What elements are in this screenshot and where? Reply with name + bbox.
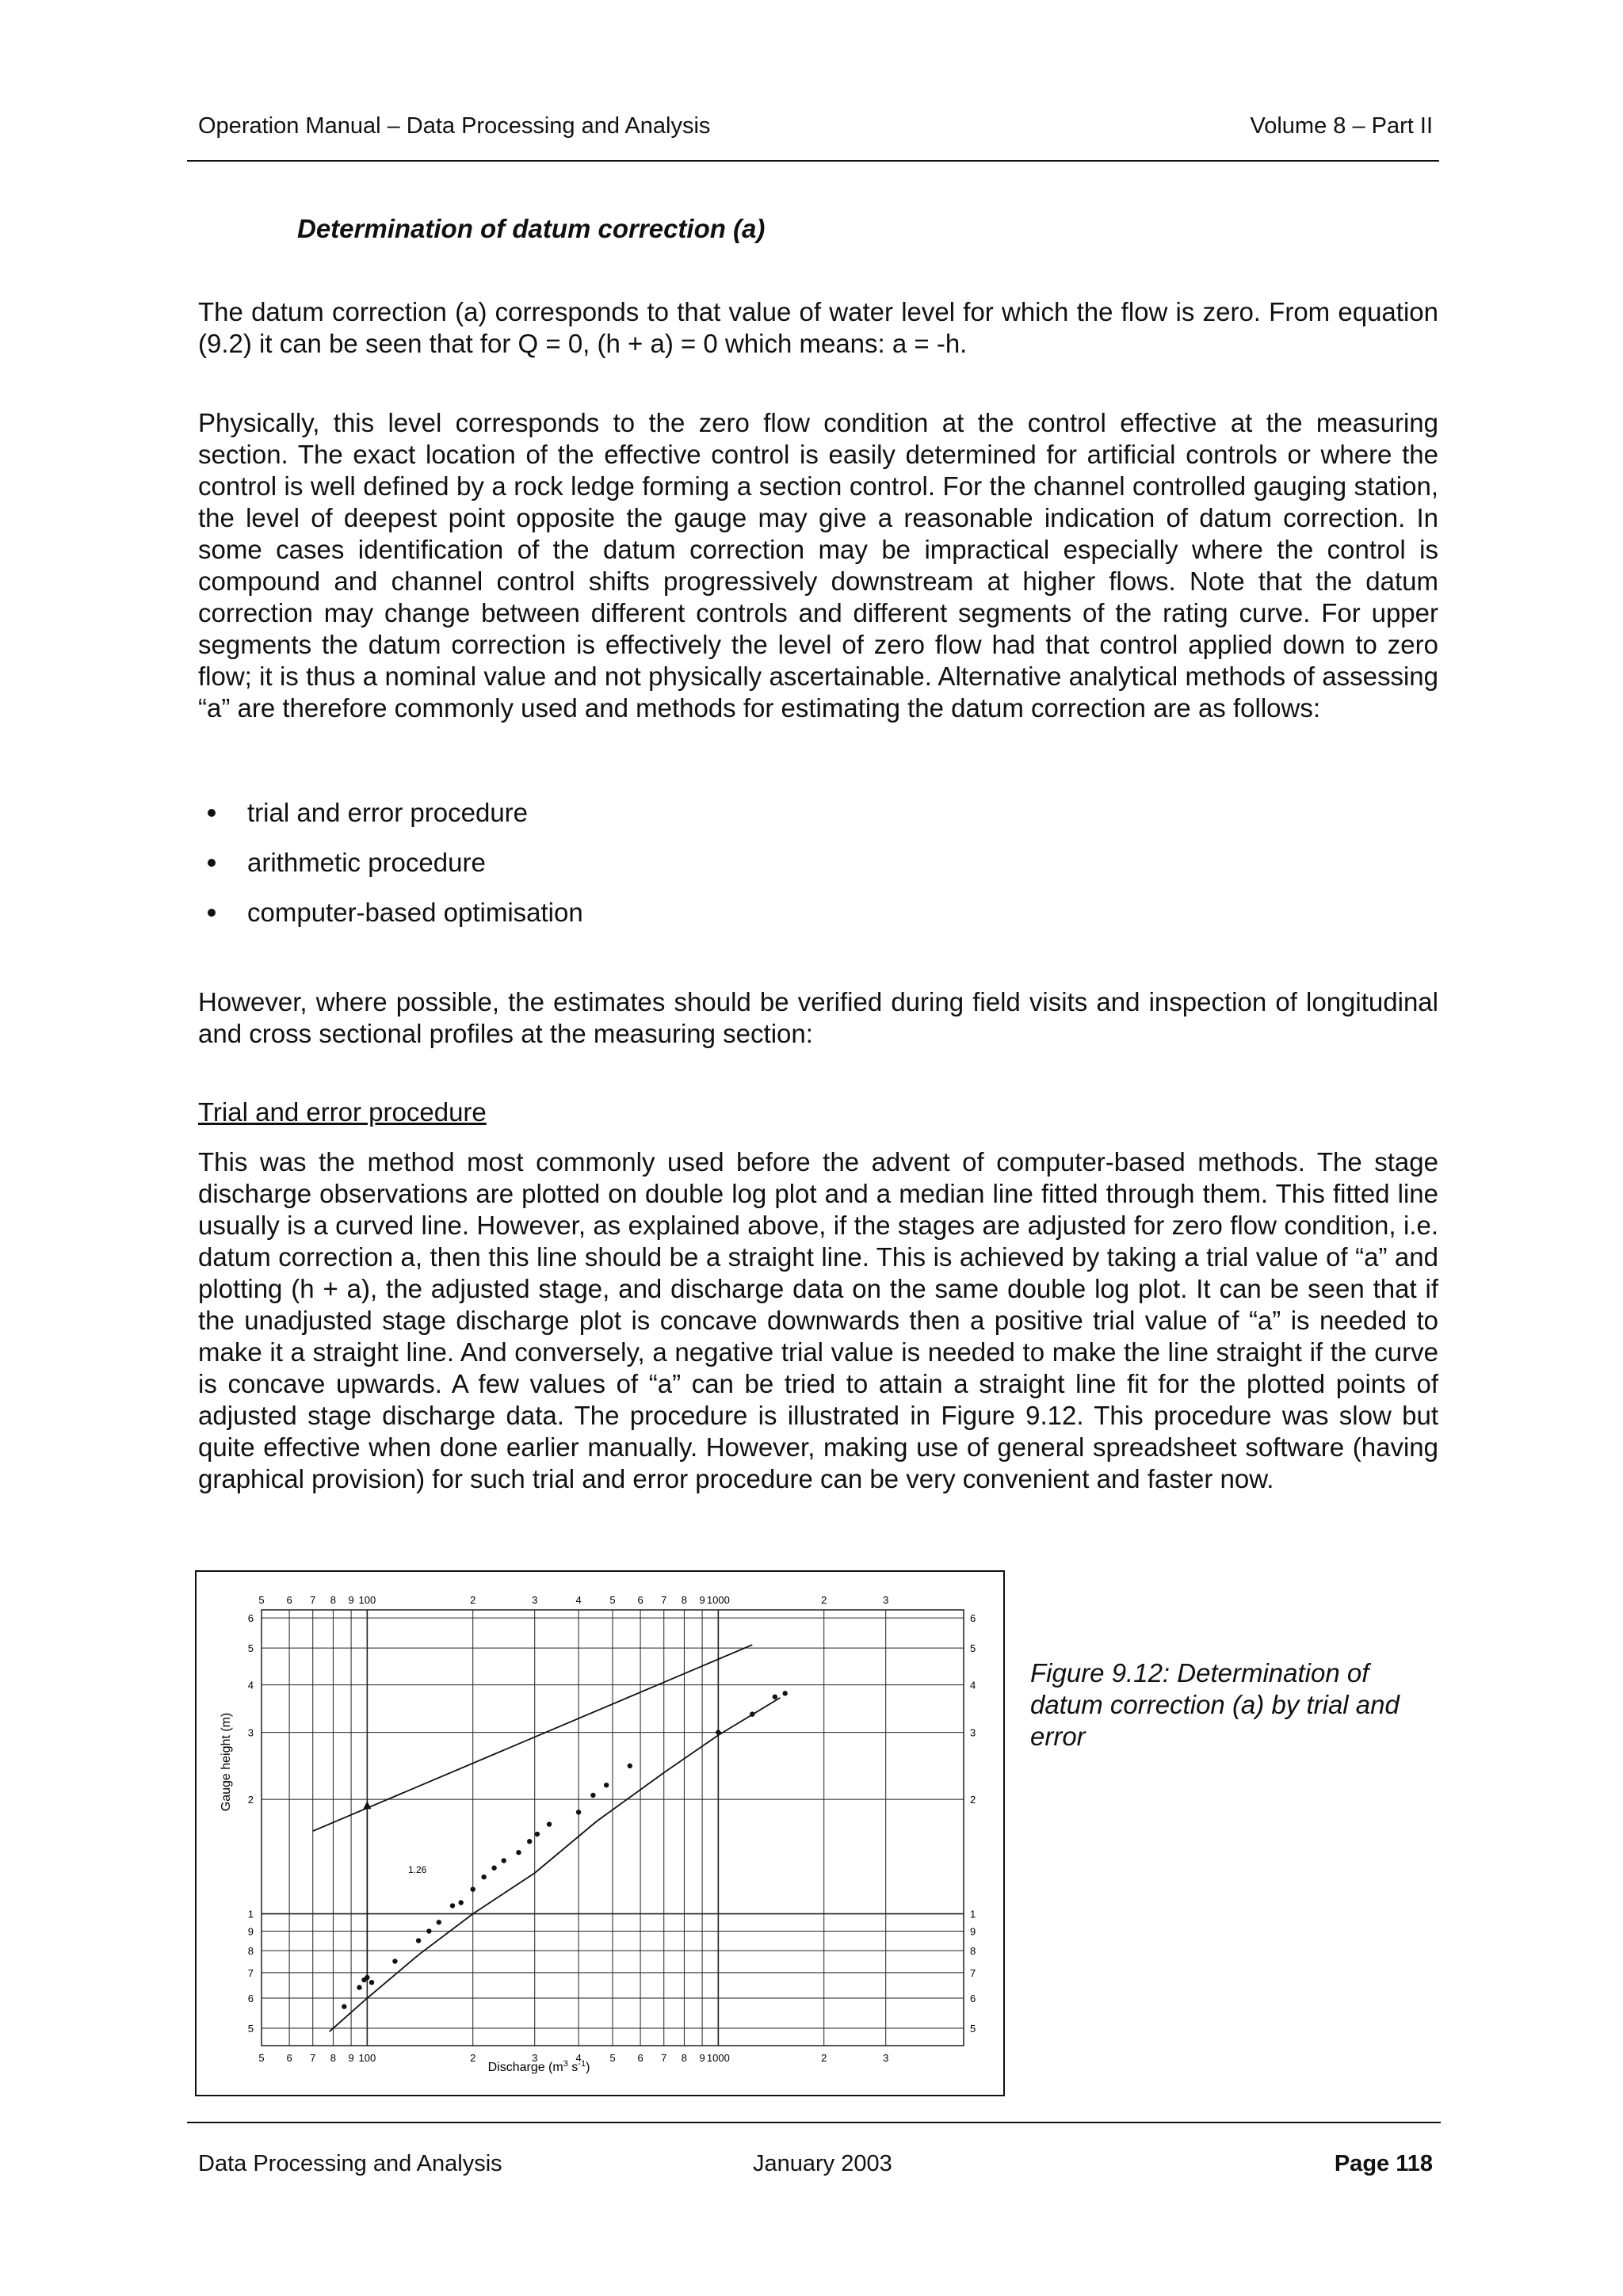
y-tick-label-right: 5 xyxy=(970,2023,976,2035)
y-tick-label-right: 8 xyxy=(970,1945,976,1958)
x-tick-label-top: 9 xyxy=(348,1594,354,1606)
y-tick-label-left: 6 xyxy=(247,1612,254,1625)
x-tick-label-top: 4 xyxy=(575,1594,582,1606)
header-rule xyxy=(187,160,1439,162)
footer-page-number: Page 118 xyxy=(1334,2151,1433,2176)
x-tick-label-top: 9 xyxy=(699,1594,705,1606)
x-tick-label-bottom: 9 xyxy=(699,2052,705,2064)
y-tick-label-left: 7 xyxy=(247,1966,254,1979)
x-tick-label-top: 5 xyxy=(258,1594,265,1606)
data-point xyxy=(547,1821,552,1826)
x-tick-label-bottom: 4 xyxy=(575,2052,582,2064)
x-tick-label-top: 2 xyxy=(470,1594,476,1606)
y-tick-label-right: 7 xyxy=(970,1966,976,1979)
footer-rule xyxy=(187,2122,1441,2123)
bullet-icon xyxy=(208,809,216,817)
x-tick-label-top: 3 xyxy=(883,1594,889,1606)
bullet-icon xyxy=(208,859,216,867)
x-tick-label-top: 8 xyxy=(330,1594,337,1606)
data-point xyxy=(426,1928,431,1933)
data-point xyxy=(491,1866,496,1871)
data-point xyxy=(416,1938,421,1943)
y-tick-label-left: 9 xyxy=(247,1925,254,1938)
arrow-head-icon xyxy=(363,1801,371,1809)
x-tick-label-bottom: 100 xyxy=(358,2052,376,2064)
x-tick-label-bottom: 6 xyxy=(637,2052,643,2064)
y-tick-label-right: 3 xyxy=(970,1726,976,1739)
data-point xyxy=(437,1920,441,1924)
header-left: Operation Manual – Data Processing and Analysis xyxy=(198,113,711,139)
footer-left: Data Processing and Analysis xyxy=(198,2151,502,2176)
x-tick-label-bottom: 7 xyxy=(310,2052,316,2064)
data-point xyxy=(590,1793,595,1798)
paragraph-4: This was the method most commonly used before the advent of computer-based methods. The stage discharge observations are plotted on double log plot and a median line fitted through them. This fitted line usually is a curved line. However, as explained above, if the stages are adjusted for zero flow condition, i.e. datum correction a, then this line should be a straight line. This is achieved by taking a trial value of “a” and plotting (h + a), the adjusted stage, and discharge data on the same double log plot. It can be seen that if the unadjusted stage discharge plot is concave downwards then a positive trial value of “a” is needed to make it a straight line. And conversely, a negative trial value is needed to make the line straight if the curve is concave upwards. A few values of “a” can be tried to attain a straight line fit for the plotted points of adjusted stage discharge data. The procedure is illustrated in Figure 9.12. This procedure was slow but quite effective when done earlier manually. However, making use of general spreadsheet software (having graphical provision) for such trial and error procedure can be very convenient and faster now. xyxy=(198,1147,1438,1493)
x-tick-label-top: 7 xyxy=(661,1594,667,1606)
x-tick-label-bottom: 8 xyxy=(330,2052,337,2064)
adjusted-stage-line xyxy=(313,1645,753,1831)
data-point xyxy=(516,1850,521,1855)
x-tick-label-top: 6 xyxy=(286,1594,292,1606)
y-tick-label-left: 4 xyxy=(247,1679,254,1691)
x-tick-label-bottom: 6 xyxy=(286,2052,292,2064)
x-tick-label-top: 5 xyxy=(609,1594,616,1606)
data-point xyxy=(342,2004,346,2009)
y-tick-label-right: 6 xyxy=(970,1612,976,1625)
x-tick-label-bottom: 3 xyxy=(532,2052,538,2064)
x-tick-label-bottom: 1000 xyxy=(706,2052,730,2064)
y-tick-label-right: 6 xyxy=(970,1993,976,2005)
paragraph-3: However, where possible, the estimates should be verified during field visits and inspection of longitudinal and cross sectional profiles at the measuring section: xyxy=(198,987,1438,1048)
x-tick-label-top: 8 xyxy=(681,1594,688,1606)
y-tick-label-right: 4 xyxy=(970,1679,976,1691)
y-tick-label-left: 2 xyxy=(247,1794,254,1806)
annotation-label: 1.26 xyxy=(408,1864,427,1875)
section-title: Determination of datum correction (a) xyxy=(297,214,766,243)
data-point xyxy=(471,1886,475,1891)
x-tick-label-bottom: 9 xyxy=(348,2052,354,2064)
data-point xyxy=(604,1783,609,1787)
y-axis-title: Gauge height (m) xyxy=(220,1712,233,1812)
data-point xyxy=(357,1985,361,1989)
bullet-icon xyxy=(208,909,216,917)
data-point xyxy=(576,1810,581,1814)
paragraph-1: The datum correction (a) corresponds to that value of water level for which the flow is zero. From equation (9.2) it can be seen that for Q = 0, (h + a) = 0 which means: a = -h. xyxy=(198,297,1438,358)
figure-frame xyxy=(195,1570,1005,2096)
y-tick-label-left: 5 xyxy=(247,2023,254,2035)
y-tick-label-left: 1 xyxy=(247,1908,254,1920)
y-tick-label-right: 1 xyxy=(970,1908,976,1920)
x-tick-label-bottom: 2 xyxy=(470,2052,476,2064)
data-point xyxy=(502,1858,506,1863)
data-point xyxy=(716,1730,720,1734)
data-point xyxy=(481,1875,486,1879)
data-point xyxy=(450,1903,455,1908)
figure-caption: Figure 9.12: Determination of datum correction (a) by trial and error xyxy=(1030,1658,1400,1751)
x-tick-label-bottom: 5 xyxy=(258,2052,265,2064)
data-point xyxy=(527,1839,532,1844)
subheading: Trial and error procedure xyxy=(198,1097,487,1127)
data-point xyxy=(459,1900,464,1905)
x-tick-label-top: 3 xyxy=(532,1594,538,1606)
footer-center: January 2003 xyxy=(753,2151,892,2176)
y-tick-label-right: 2 xyxy=(970,1794,976,1806)
x-tick-label-top: 2 xyxy=(821,1594,827,1606)
paragraph-2: Physically, this level corresponds to the zero flow condition at the control effective at the measuring section. The exact location of the effective control is easily determined for artificial controls or where the control is well defined by a rock ledge forming a section control. For the channel controlled gauging station, the level of deepest point opposite the gauge may give a reasonable indication of datum correction. In some cases identification of the datum correction may be impractical especially where the control is compound and channel control shifts progressively downstream at higher flows. Note that the datum correction may change between different controls and different segments of the rating curve. For upper segments the datum correction is effectively the level of zero flow had that control applied down to zero flow; it is thus a nominal value and not physically ascertainable. Alternative analytical methods of assessing “a” are therefore commonly used and methods for estimating the datum correction are as follows: xyxy=(198,408,1438,723)
x-tick-label-bottom: 2 xyxy=(821,2052,827,2064)
x-tick-label-bottom: 7 xyxy=(661,2052,667,2064)
data-point xyxy=(750,1711,754,1716)
x-tick-label-top: 100 xyxy=(358,1594,376,1606)
data-point xyxy=(392,1958,397,1963)
x-axis-title: Discharge ($m^3$ $s^{-1}$) xyxy=(487,2059,590,2074)
x-tick-label-bottom: 5 xyxy=(609,2052,616,2064)
data-point xyxy=(773,1695,777,1699)
list-item-text: arithmetic procedure xyxy=(247,848,486,877)
y-tick-label-left: 3 xyxy=(247,1726,254,1739)
x-tick-label-top: 6 xyxy=(637,1594,643,1606)
y-tick-label-left: 5 xyxy=(247,1642,254,1655)
figure-graph xyxy=(197,1572,1003,2095)
list-item-text: computer-based optimisation xyxy=(247,898,583,927)
x-tick-label-bottom: 3 xyxy=(883,2052,889,2064)
data-point xyxy=(369,1980,374,1985)
y-tick-label-left: 8 xyxy=(247,1945,254,1958)
x-tick-label-bottom: 8 xyxy=(681,2052,688,2064)
y-tick-label-right: 5 xyxy=(970,1642,976,1655)
header-right: Volume 8 – Part II xyxy=(1250,113,1433,139)
fitted-curve xyxy=(330,1698,781,2031)
y-tick-label-left: 6 xyxy=(247,1993,254,2005)
data-point xyxy=(628,1764,632,1768)
data-point xyxy=(535,1832,540,1836)
x-tick-label-top: 7 xyxy=(310,1594,316,1606)
x-tick-label-top: 1000 xyxy=(706,1594,730,1606)
y-tick-label-right: 9 xyxy=(970,1925,976,1938)
list-item-text: trial and error procedure xyxy=(247,798,529,827)
data-point xyxy=(782,1691,787,1695)
